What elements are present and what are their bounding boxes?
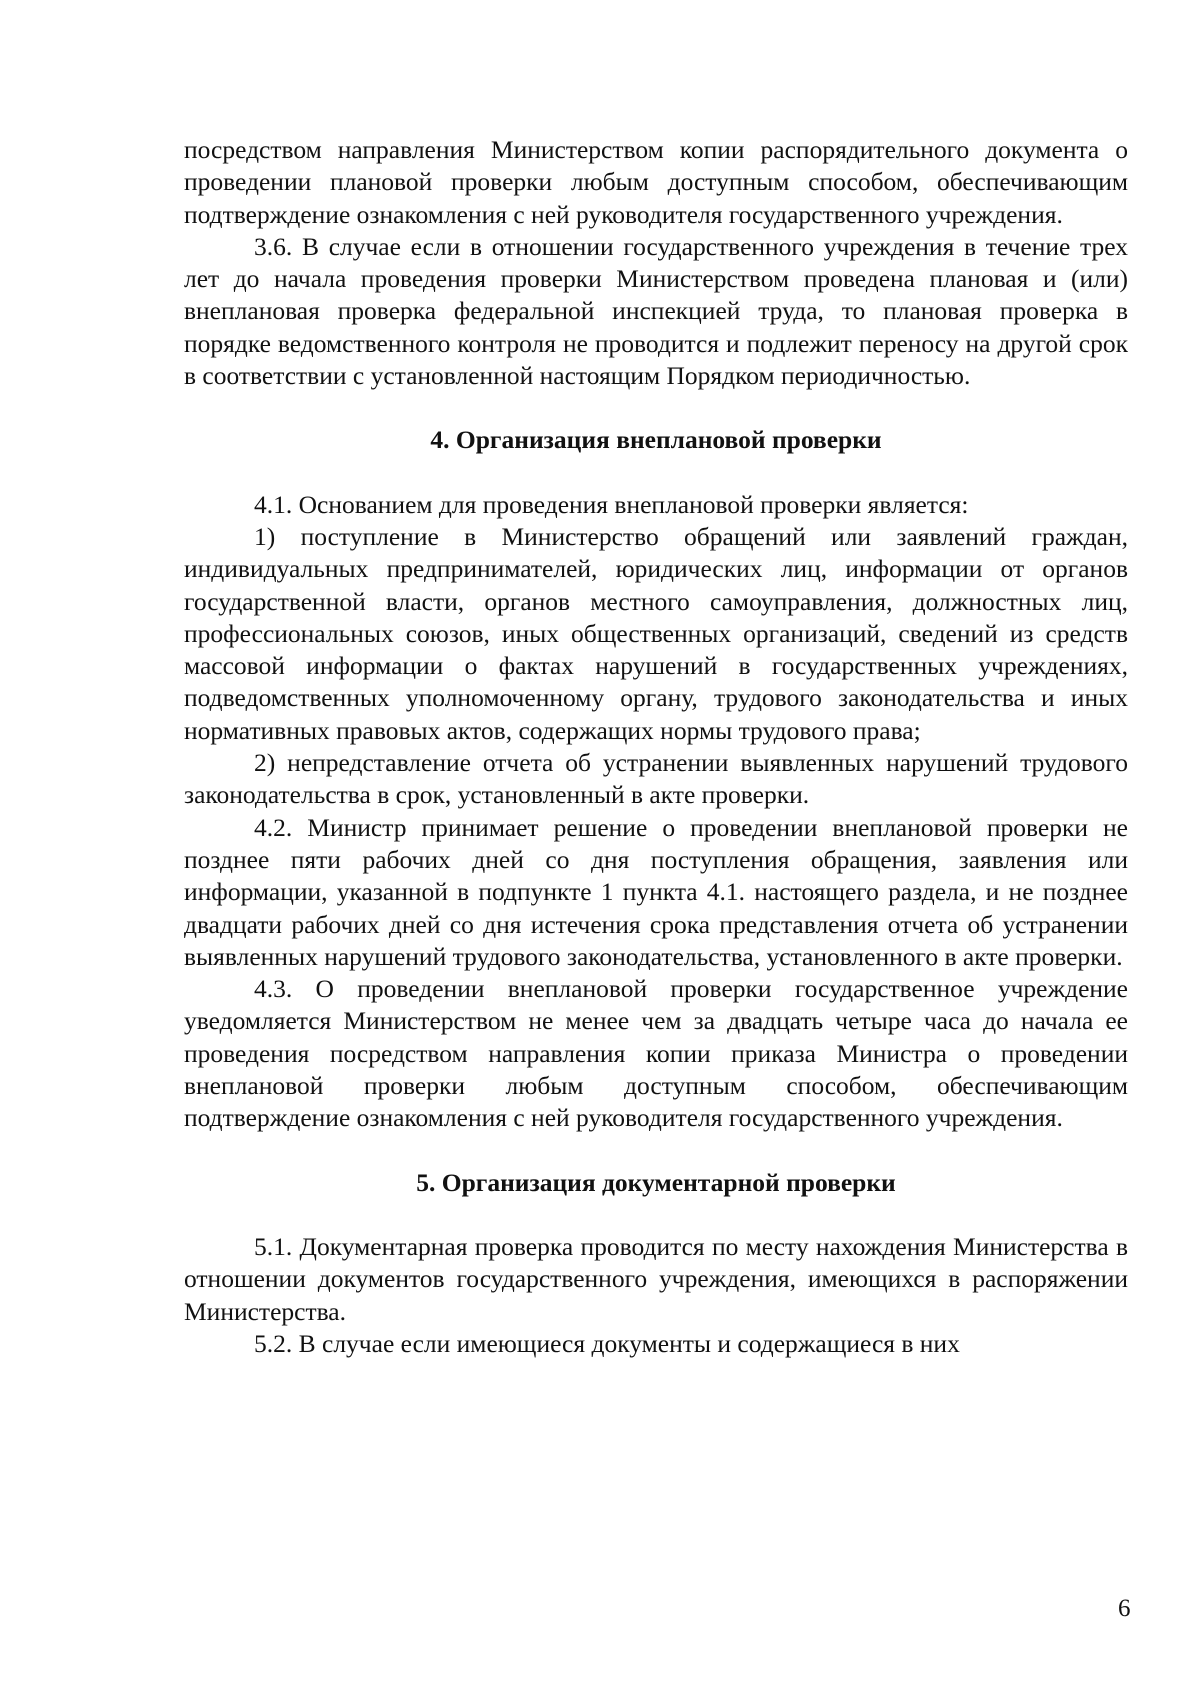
section-heading-4: 4. Организация внеплановой проверки bbox=[430, 425, 882, 455]
paragraph-4-1-item-2: 2) непредставление отчета об устранении выявленных нарушений трудового законодательства в срок, установленный в акте проверки. bbox=[184, 748, 1128, 810]
paragraph-5-2: 5.2. В случае если имеющиеся документы и содержащиеся в них bbox=[254, 1328, 960, 1358]
document-body bbox=[184, 134, 1128, 1360]
section-heading-5: 5. Организация документарной проверки bbox=[416, 1167, 896, 1197]
paragraph-3-6: 3.6. В случае если в отношении государственного учреждения в течение трех лет до начала проведения проверки Министерством проведена плановая и (или) внеплановая проверка федеральной инспекцией труда, то плановая проверка в порядке ведомственного контроля не проводится и подлежит переносу на другой срок в соответствии с установленной настоящим Порядком периодичностью. bbox=[184, 231, 1128, 391]
paragraph-4-2: 4.2. Министр принимает решение о проведении внеплановой проверки не позднее пяти рабочих дней со дня поступления обращения, заявления или информации, указанной в подпункте 1 пункта 4.1. настоящего раздела, и не позднее двадцати рабочих дней со дня истечения срока представления отчета об устранении выявленных нарушений трудового законодательства, установленного в акте проверки. bbox=[184, 812, 1128, 971]
paragraph-4-1-item-1: 1) поступление в Министерство обращений или заявлений граждан, индивидуальных предпринимателей, юридических лиц, информации от органов государственной власти, органов местного самоуправления, должностных лиц, профессиональных союзов, иных общественных организаций, сведений из средств массовой информации о фактах нарушений в государственных учреждениях, подведомственных уполномоченному органу, трудового законодательства и иных нормативных правовых актов, содержащих нормы трудового права; bbox=[184, 521, 1128, 745]
page-number: 6 bbox=[1118, 1595, 1131, 1622]
paragraph-5-1: 5.1. Документарная проверка проводится по месту нахождения Министерства в отношении документов государственного учреждения, имеющихся в распоряжении Министерства. bbox=[184, 1231, 1128, 1326]
paragraph-4-3: 4.3. О проведении внеплановой проверки государственное учреждение уведомляется Министерством не менее чем за двадцать четыре часа до начала ее проведения посредством направления копии приказа Министра о проведении внеплановой проверки любым доступным способом, обеспечивающим подтверждение ознакомления с ней руководителя государственного учреждения. bbox=[184, 974, 1128, 1133]
paragraph-4-1: 4.1. Основанием для проведения внеплановой проверки является: bbox=[254, 489, 969, 519]
paragraph-continuation: посредством направления Министерством копии распорядительного документа о проведении плановой проверки любым доступным способом, обеспечивающим подтверждение ознакомления с ней руководителя государственного учреждения. bbox=[184, 135, 1128, 229]
